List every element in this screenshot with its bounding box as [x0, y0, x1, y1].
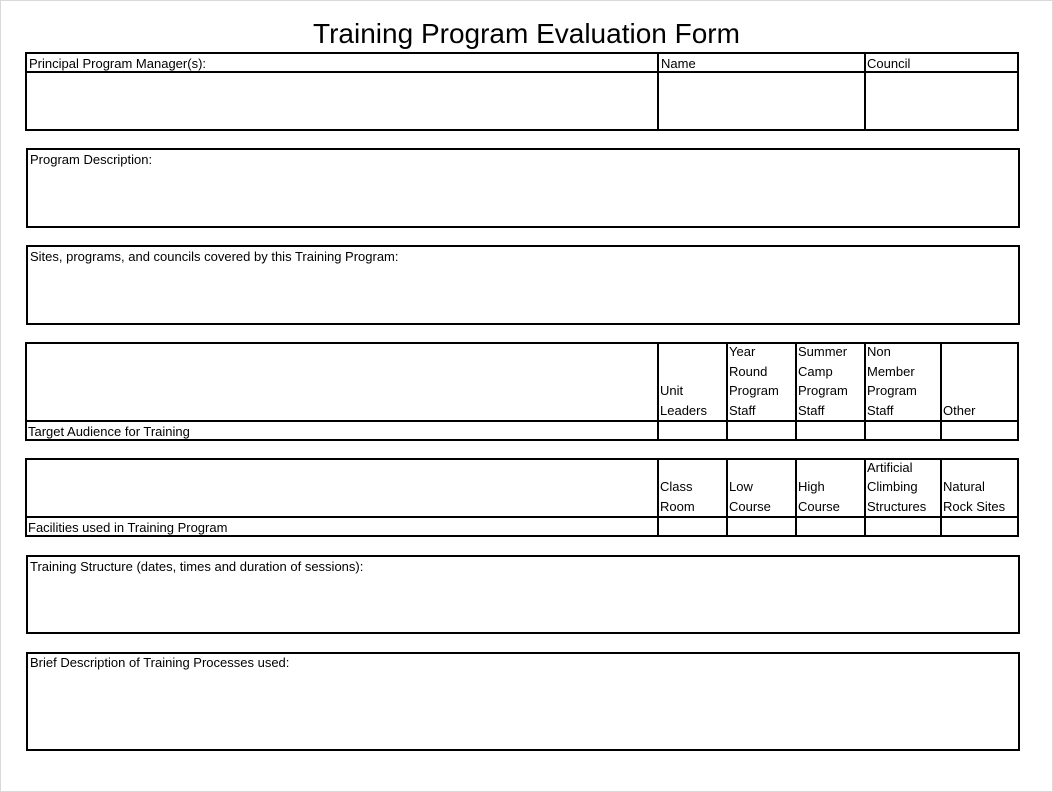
principal-manager-label: Principal Program Manager(s):	[29, 56, 207, 71]
facilities-checkbox-climbing-structures[interactable]	[866, 518, 939, 535]
program-description-label: Program Description:	[30, 152, 153, 167]
council-field[interactable]	[866, 73, 1017, 129]
target-col-non-member-staff: Non Member Program Staff	[867, 344, 917, 418]
training-structure-label: Training Structure (dates, times and duration of sessions):	[30, 559, 364, 574]
target-col-summer-camp-staff: Summer Camp Program Staff	[798, 344, 848, 418]
target-checkbox-unit-leaders[interactable]	[659, 422, 725, 439]
program-description-field[interactable]	[26, 148, 1020, 228]
target-audience-label: Target Audience for Training	[28, 424, 190, 439]
facilities-col-low-course: Low Course	[729, 479, 771, 514]
council-label: Council	[867, 56, 911, 71]
name-field[interactable]	[659, 73, 863, 129]
facilities-col-class-room: Class Room	[660, 479, 695, 514]
principal-manager-field[interactable]	[27, 73, 656, 129]
facilities-col-climbing-structures: Artificial Climbing Structures	[867, 459, 927, 514]
name-label: Name	[661, 56, 696, 71]
training-processes-label: Brief Description of Training Processes used:	[30, 655, 290, 670]
target-checkbox-year-round-staff[interactable]	[728, 422, 794, 439]
target-col-other: Other	[943, 402, 976, 418]
facilities-checkbox-low-course[interactable]	[728, 518, 794, 535]
facilities-checkbox-natural-rock[interactable]	[942, 518, 1017, 535]
facilities-checkbox-high-course[interactable]	[797, 518, 863, 535]
form-title: Training Program Evaluation Form	[313, 18, 740, 49]
facilities-label: Facilities used in Training Program	[28, 520, 228, 535]
facilities-col-high-course: High Course	[798, 479, 840, 514]
target-checkbox-non-member-staff[interactable]	[866, 422, 939, 439]
facilities-checkbox-class-room[interactable]	[659, 518, 725, 535]
facilities-col-natural-rock: Natural Rock Sites	[943, 479, 1006, 514]
target-checkbox-other[interactable]	[942, 422, 1017, 439]
target-checkbox-summer-camp-staff[interactable]	[797, 422, 863, 439]
target-col-unit-leaders: Unit Leaders	[660, 383, 707, 418]
target-col-year-round-staff: Year Round Program Staff	[729, 344, 779, 418]
sites-label: Sites, programs, and councils covered by this Training Program:	[30, 249, 399, 264]
